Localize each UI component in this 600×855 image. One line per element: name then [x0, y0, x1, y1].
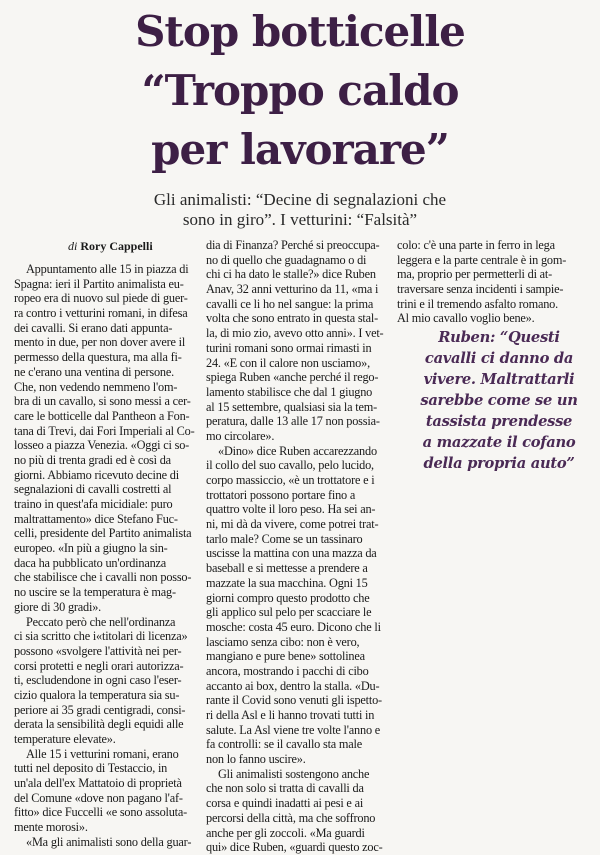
text-line: giorni. Abbiamo ricevuto decine di	[14, 467, 179, 482]
text-line: care le botticelle dal Pantheon a Fon-	[14, 408, 190, 423]
text-line: turini romani sono ormai rimasti in	[206, 340, 372, 355]
byline	[68, 239, 153, 254]
text-line: mangiano e pure bene» sottolinea	[206, 649, 365, 664]
text-line: peratura, dalle 13 alle 17 non possia-	[206, 414, 380, 429]
text-line: quattro volte il loro peso. Ha sei an-	[206, 502, 376, 517]
headline-line-1: Stop botticelle	[135, 7, 465, 56]
text-line: ni, mi dà da vivere, come potrei trat-	[206, 517, 379, 532]
text-line: lamento stabilisce che dal 1 giugno	[206, 384, 373, 399]
text-line: uscisse la mattina con una mazza da	[206, 546, 377, 561]
pull-quote-line: a mazzate il cofano	[422, 434, 576, 451]
text-line: giorni compro questo prodotto che	[206, 590, 370, 605]
text-line: corsi protetti e negli orari autorizza-	[14, 658, 184, 673]
text-line: Al mio cavallo voglio bene».	[397, 311, 535, 326]
pull-quote	[404, 327, 594, 474]
subheadline-line-1: Gli animalisti: “Decine di segnalazioni che	[153, 190, 447, 209]
article-column-3	[397, 238, 585, 326]
text-line: fa controlli: se il cavallo sta male	[206, 737, 363, 752]
text-line: daca ha pubblicato un'ordinanza	[14, 555, 167, 570]
text-line: dei cavalli. Si erano dati appunta-	[14, 320, 173, 335]
pull-quote-line: cavalli ci danno da	[424, 350, 574, 367]
text-line: maltrattamento» dice Stefano Fuc-	[14, 511, 178, 526]
subheadline-line-2: sono in giro”. I vetturini: “Falsità”	[182, 210, 418, 229]
text-line: qui» dice Ruben, «guardi questo zoc-	[206, 840, 383, 855]
text-line: giore di 30 gradi».	[14, 599, 102, 614]
article-column-2	[206, 238, 393, 855]
text-line: trottatori possono portare fino a	[206, 487, 356, 502]
text-line: ri della Asl e li hanno trovati tutti in	[206, 708, 375, 722]
text-line: fitto» dice Fuccelli «e sono assoluta-	[14, 805, 188, 820]
text-line: Che, non vedendo nemmeno l'om-	[14, 379, 178, 394]
text-line: losseo a piazza Venezia. «Oggi ci so-	[14, 438, 190, 453]
text-line: gli applico sul pelo per scacciare le	[206, 605, 372, 620]
text-line: tana di Trevi, dai Fori Imperiali al Co-	[14, 423, 195, 438]
text-line: mento in due, per non dover avere il	[14, 335, 186, 350]
text-line: rante il Covid sono venuti gli ispetto-	[206, 693, 382, 708]
pull-quote-line: Ruben: “Questi	[438, 329, 560, 346]
text-line: traversare senza incidenti i sampie-	[397, 282, 564, 297]
text-line: celli, presidente del Partito animalista	[14, 526, 192, 541]
text-line: che stabilisce che i cavalli non posso-	[14, 570, 192, 585]
text-line: mazzate la sua macchina. Ogni 15	[206, 575, 368, 590]
text-line: traino in quest'afa micidiale: puro	[14, 497, 173, 511]
text-line: «Dino» dice Ruben accarezzando	[218, 443, 377, 458]
article-column-1	[14, 262, 201, 850]
text-line: non lo fanno uscire».	[206, 752, 306, 767]
text-line: no uscire se la temperatura è mag-	[14, 585, 176, 600]
text-line: ma, proprio per permetterli di at-	[397, 267, 553, 282]
text-line: salute. La Asl viene tre volte l'anno e	[206, 722, 381, 737]
headline-line-2: “Troppo caldo	[141, 66, 459, 115]
text-line: che non solo si tratta di cavalli da	[206, 781, 364, 796]
text-line: ra contro i vetturini romani, in difesa	[14, 306, 188, 321]
text-line: possono «svolgere l'attività nei per-	[14, 643, 182, 658]
text-line: volta che sono entrato in questa stal-	[206, 311, 379, 326]
subheadline	[0, 190, 600, 230]
text-line: Gli animalisti sostengono anche	[218, 766, 370, 781]
text-line: cavalli ce li ho nel sangue: la prima	[206, 296, 374, 311]
byline-prefix: di	[68, 239, 78, 253]
text-line: ne c'erano una ventina di persone.	[14, 364, 174, 379]
text-line: derata la sensibilità degli equidi alle	[14, 717, 184, 732]
text-line: cizio qualora la temperatura sia su-	[14, 687, 180, 702]
text-line: «Ma gli animalisti sono della guar-	[26, 834, 192, 849]
text-line: permesso della questura, ma alla fi-	[14, 350, 182, 365]
text-line: colo: c'è una parte in ferro in lega	[397, 238, 555, 252]
text-line: percorsi della città, ma che soffrono	[206, 810, 376, 825]
text-line: accanto ai box, dentro la stalla. «Du-	[206, 678, 380, 693]
pull-quote-line: della propria auto”	[423, 455, 575, 472]
text-line: mo circolare».	[206, 428, 275, 443]
text-line: 24. «E con il calore non usciamo»,	[206, 355, 370, 370]
text-line: baseball e si mettesse a prendere a	[206, 561, 368, 576]
text-line: al 15 settembre, qualsiasi sia la tem-	[206, 399, 377, 414]
text-line: mente morosi».	[14, 820, 88, 835]
text-line: dia di Finanza? Perché si preoccupa-	[206, 238, 380, 252]
pull-quote-line: sarebbe come se un	[420, 392, 578, 409]
text-line: chi ci ha dato le stalle?» dice Ruben	[206, 267, 376, 282]
text-line: trini e il tremendo asfalto romano.	[397, 296, 559, 311]
text-line: no più di trenta gradi ed è così da	[14, 452, 171, 467]
text-line: la, di mio zio, avevo otto anni». I vet-	[206, 326, 384, 341]
text-line: corpo massiccio, «è un trottatore e i	[206, 473, 375, 487]
text-line: spiega Ruben «anche perché il rego-	[206, 370, 379, 385]
text-line: ci sia scritto che i«titolari di licenza»	[14, 629, 188, 644]
text-line: europeo. «In più a giugno la sin-	[14, 541, 168, 556]
byline-author: Rory Cappelli	[80, 239, 153, 253]
text-line: anche per gli zoccoli. «Ma guardi	[206, 825, 365, 840]
pull-quote-line: tassista prendesse	[425, 413, 573, 430]
text-line: Peccato però che nell'ordinanza	[26, 614, 176, 629]
text-line: Appuntamento alle 15 in piazza di	[26, 262, 189, 276]
text-line: temperature elevate».	[14, 732, 116, 746]
text-line: un'ala dell'ex Mattatoio di proprietà	[14, 776, 182, 791]
text-line: Spagna: ieri il Partito animalista eu-	[14, 276, 184, 291]
text-line: leggera e la parte centrale è in gom-	[397, 252, 567, 267]
text-line: periore ai 35 gradi centigradi, consi-	[14, 702, 186, 717]
text-line: segnalazioni di cavalli costretti al	[14, 482, 172, 497]
text-line: tutti nel deposito di Testaccio, in	[14, 761, 168, 776]
text-line: no di quello che guadagnamo o di	[206, 252, 367, 267]
text-line: del Comune «dove non pagano l'af-	[14, 790, 183, 805]
text-line: Alle 15 i vetturini romani, erano	[26, 746, 179, 761]
text-line: ropeo era di nuovo sul piede di guer-	[14, 291, 188, 306]
text-line: lasciamo senza cibo: non è vero,	[206, 634, 360, 649]
headline	[0, 2, 600, 179]
text-line: tarlo male? Come se un tassinaro	[206, 531, 363, 546]
text-line: bra di un cavallo, si sono messi a cer-	[14, 394, 191, 409]
text-line: ancora, mostrando i pacchi di cibo	[206, 663, 369, 678]
pull-quote-line: vivere. Maltrattarli	[423, 371, 575, 388]
text-line: corsa e quindi inadatti ai pesi e ai	[206, 796, 364, 811]
text-line: mosche: costa 45 euro. Dicono che li	[206, 619, 381, 634]
text-line: il collo del suo cavallo, pelo lucido,	[206, 458, 374, 473]
headline-line-3: per lavorare”	[151, 125, 449, 174]
text-line: ti, escludendone in ogni caso l'eser-	[14, 673, 182, 688]
text-line: Anav, 32 anni vetturino da 11, «ma i	[206, 282, 379, 297]
